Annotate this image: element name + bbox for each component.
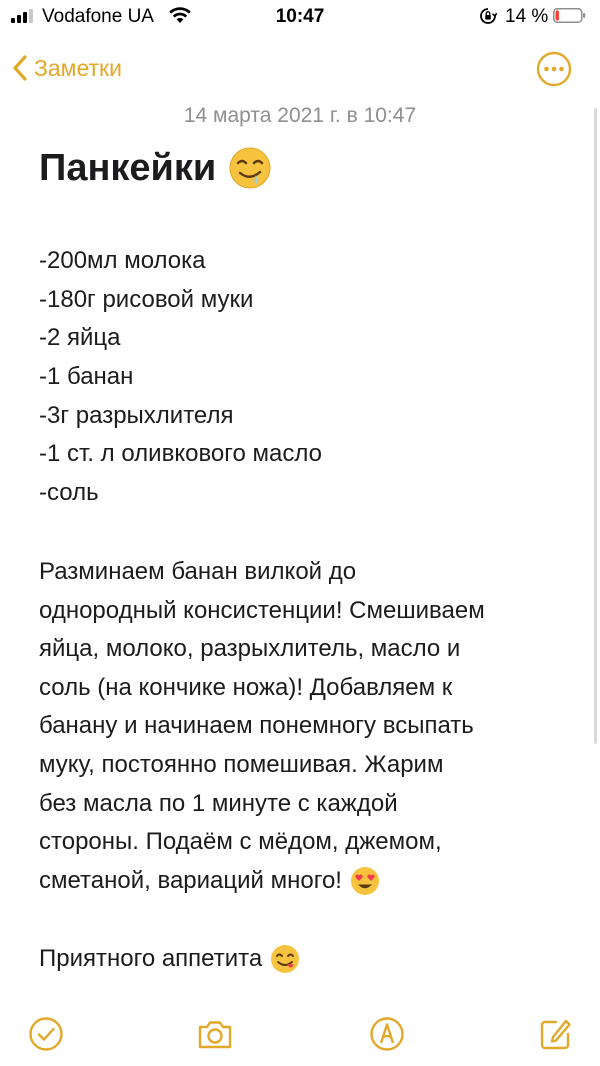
ingredient-line: -200мл молока (39, 247, 206, 274)
note-title[interactable] (39, 146, 272, 190)
closing-text: Приятного аппетита (39, 945, 263, 972)
ingredient-line: -1 банан (39, 363, 134, 391)
back-to-notes-button[interactable] (12, 50, 122, 86)
ellipsis-circle-icon[interactable] (536, 51, 572, 87)
instruction-line: без масла по 1 минуте с каждой (39, 789, 398, 817)
carrier-name: Vodafone UA (42, 6, 154, 27)
heart-eyes-emoji (350, 866, 380, 896)
instruction-line: муку, постоянно помешивая. Жарим (39, 750, 444, 778)
ingredients-list[interactable] (39, 242, 322, 513)
instruction-line: яйца, молоко, разрыхлитель, масло и (39, 635, 461, 663)
orientation-lock-icon (479, 7, 497, 25)
checklist-icon[interactable] (26, 1014, 66, 1054)
battery-icon (553, 8, 586, 23)
note-date: 14 марта 2021 г. в 10:47 (183, 104, 417, 127)
yum-face-emoji (270, 944, 300, 974)
back-label: Заметки (34, 54, 122, 81)
note-title-text: Панкейки (39, 146, 217, 189)
status-time: 10:47 (275, 6, 325, 27)
ingredient-line: -3г разрыхлителя (39, 401, 234, 429)
drooling-face-emoji (228, 146, 272, 190)
instruction-line-text: сметаной, вариаций много! (39, 866, 342, 894)
instruction-line: стороны. Подаём с мёдом, джемом, (39, 828, 442, 856)
ingredient-line: -1 ст. л оливкового масло (39, 440, 322, 468)
camera-icon[interactable] (195, 1014, 235, 1054)
instruction-line: Разминаем банан вилкой до (39, 558, 357, 585)
scroll-indicator[interactable] (594, 108, 597, 744)
ingredient-line: -180г рисовой муки (39, 285, 254, 313)
instruction-line: однородный консистенции! Смешиваем (39, 596, 485, 624)
closing-line[interactable] (39, 940, 300, 978)
ingredient-line: -соль (39, 479, 99, 507)
instruction-line: банану и начинаем понемногу всыпать (39, 712, 474, 740)
compose-icon[interactable] (536, 1014, 576, 1054)
instruction-line: соль (на кончике ножа)! Добавляем к (39, 673, 453, 701)
chevron-left-icon (12, 54, 28, 82)
markup-pen-icon[interactable] (367, 1014, 407, 1054)
status-bar (0, 0, 600, 36)
battery-percent: 14 % (505, 6, 549, 27)
instructions-paragraph[interactable] (39, 553, 485, 900)
ingredient-line: -2 яйца (39, 324, 121, 352)
instruction-line-last (39, 862, 485, 901)
